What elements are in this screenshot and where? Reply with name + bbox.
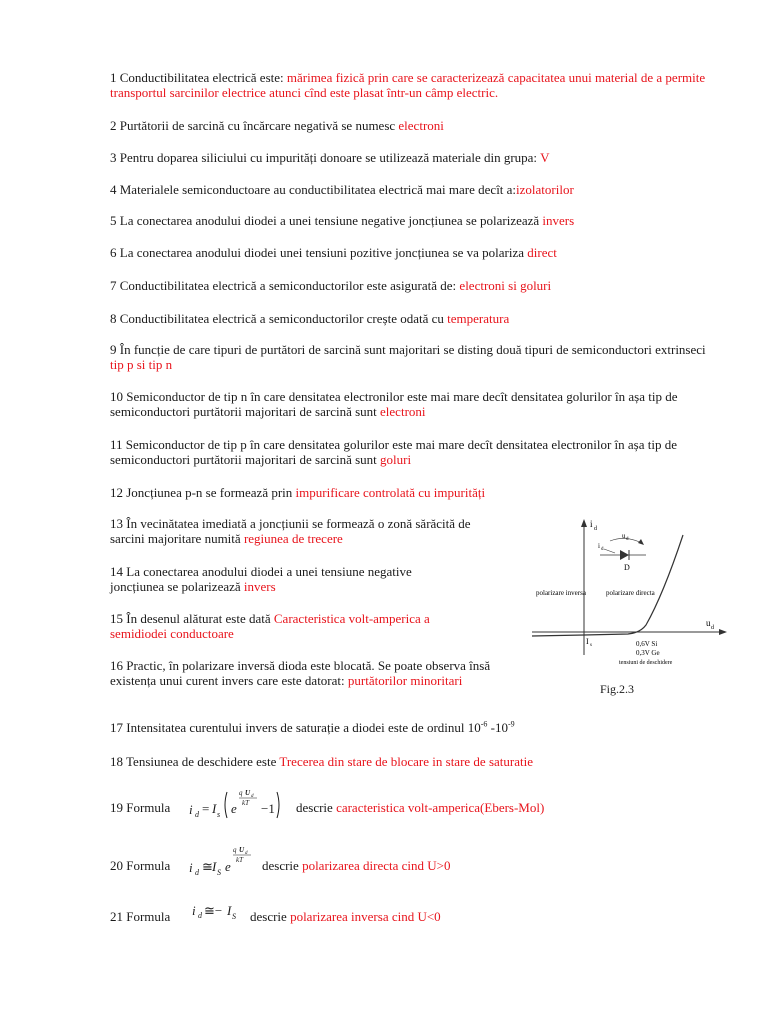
answer-text: goluri [380, 452, 412, 467]
svg-text:kT: kT [242, 799, 249, 807]
question-number: 15 [110, 611, 123, 626]
question-number: 21 [110, 909, 123, 924]
svg-text:I: I [212, 801, 217, 816]
question-8 [110, 311, 720, 326]
svg-text:d: d [195, 868, 199, 877]
question-text: În desenul alăturat este dată [126, 611, 274, 626]
reverse-bias-label: polarizare inversa [536, 589, 586, 597]
question-text: Conductibilitatea electrică a semiconductorilor este asigurată de: [119, 278, 460, 293]
svg-text:I: I [212, 859, 217, 874]
diode-voltage-sub: d [626, 537, 629, 542]
svg-text:=: = [202, 801, 210, 816]
saturation-current-sub: s [590, 643, 592, 648]
question-number: 3 [110, 150, 117, 165]
svg-text:q: q [233, 846, 237, 854]
answer-text: Caracteristica volt-amperica a semidiodei conductoare [110, 611, 430, 641]
question-number: 16 [110, 658, 123, 673]
question-number: 14 [110, 564, 123, 579]
formula-21-desc [250, 909, 441, 924]
question-3 [110, 150, 720, 165]
question-number: 2 [110, 118, 117, 133]
question-number: 4 [110, 182, 117, 197]
answer-text: electroni [398, 118, 444, 133]
question-number: 19 [110, 800, 123, 815]
svg-text:S: S [217, 868, 221, 877]
answer-text: purtătorilor minoritari [347, 673, 463, 688]
question-text: La conectarea anodului diodei a unei tensiune negative joncțiunea se polarizează [119, 213, 543, 228]
answer-text: polarizarea inversa cind U<0 [290, 909, 441, 924]
formula-20-label [110, 858, 170, 873]
x-axis-arrow [719, 629, 727, 635]
y-axis-label: i [590, 519, 593, 529]
question-text: Formula [126, 858, 171, 873]
question-number: 1 [110, 70, 117, 85]
question-4 [110, 182, 720, 197]
answer-text: impurificare controlată cu impurități [295, 485, 486, 500]
question-2 [110, 118, 720, 133]
question-text: Joncțiunea p-n se formează prin [126, 485, 296, 500]
formula-19-label [110, 800, 170, 815]
question-9 [110, 342, 720, 372]
svg-text:S: S [232, 912, 236, 921]
answer-text: direct [527, 245, 557, 260]
question-7 [110, 278, 720, 293]
svg-text:U: U [245, 789, 251, 797]
answer-text: invers [243, 579, 276, 594]
diode-current-sub: d [601, 547, 604, 552]
svg-text:d: d [251, 794, 254, 799]
x-axis-label: u [706, 618, 711, 628]
answer-text: V [540, 150, 550, 165]
svg-text:q: q [239, 789, 243, 797]
formula-20-equation [185, 840, 265, 880]
answer-text: electroni [380, 404, 426, 419]
question-text: Semiconductor de tip p în care densitatea golurilor este mai mare decît densitatea electronilor în așa tip de semiconductori purtătorii majoritari de sarcină sunt [110, 437, 677, 467]
svg-text:U: U [239, 846, 245, 854]
question-16 [110, 658, 505, 688]
svg-text:d: d [195, 810, 199, 819]
question-number: 18 [110, 754, 123, 769]
question-text: În vecinătatea imediată a joncțiunii se formează o zonă sărăcită de sarcini majoritare numită [110, 516, 471, 546]
question-text: La conectarea anodului diodei a unei tensiune negative joncțiunea se polarizează [110, 564, 412, 594]
answer-text: tip p si tip n [110, 357, 173, 372]
question-text: descrie [262, 858, 303, 873]
question-number: 6 [110, 245, 117, 260]
question-text: Formula [126, 909, 171, 924]
y-axis-label-sub: d [594, 526, 597, 532]
question-14 [110, 564, 460, 594]
answer-text: mărimea fizică prin care se caracterizează capacitatea unui material de a permite transportul sarcinilor electrice atunci cînd este plasat într-un câmp electric. [110, 70, 706, 100]
question-number: 11 [110, 437, 123, 452]
answer-text: regiunea de trecere [243, 531, 343, 546]
exponent: -9 [508, 719, 515, 729]
saturation-current-label: I [586, 637, 589, 646]
si-threshold-label: 0,6V Si [636, 640, 658, 648]
svg-text:≅: ≅ [202, 859, 213, 874]
answer-text: Trecerea din stare de blocare in stare de saturatie [279, 754, 533, 769]
x-axis-label-sub: d [711, 625, 714, 631]
question-text: În funcție de care tipuri de purtători de sarcină sunt majoritari se disting două tipuri de semiconductori extrinseci [119, 342, 706, 357]
question-13 [110, 516, 500, 546]
question-text: Practic, în polarizare inversă dioda este blocată. Se poate observa însă existența unui curent invers care este datorat: [110, 658, 491, 688]
answer-text: caracteristica volt-amperica(Ebers-Mol) [336, 800, 545, 815]
svg-text:s: s [217, 810, 221, 819]
answer-text: electroni si goluri [459, 278, 552, 293]
formula-19-equation [185, 780, 295, 825]
svg-text:I: I [227, 903, 232, 918]
question-6 [110, 245, 720, 260]
answer-text: polarizarea directa cind U>0 [302, 858, 451, 873]
figure-caption: Fig.2.3 [600, 682, 635, 696]
question-text: descrie [296, 800, 337, 815]
question-1 [110, 70, 720, 100]
formula-21-equation [190, 900, 250, 925]
question-number: 8 [110, 311, 117, 326]
question-12 [110, 485, 720, 500]
question-15 [110, 611, 480, 641]
question-text: La conectarea anodului diodei unei tensiuni pozitive joncțiunea se va polariza [119, 245, 528, 260]
question-text: Tensiunea de deschidere este [126, 754, 280, 769]
diode-voltage-label: u [622, 532, 626, 540]
question-text: -10 [487, 720, 509, 735]
question-10 [110, 389, 720, 419]
svg-text:e: e [231, 801, 237, 816]
svg-text:kT: kT [236, 856, 243, 864]
question-5 [110, 213, 720, 228]
svg-text:i: i [192, 903, 196, 918]
question-number: 7 [110, 278, 117, 293]
answer-text: izolatorilor [516, 182, 574, 197]
threshold-label: tensiuni de deschidere [619, 660, 673, 666]
question-number: 9 [110, 342, 117, 357]
question-text: Conductibilitatea electrică este: [119, 70, 287, 85]
question-number: 20 [110, 858, 123, 873]
svg-text:≅−: ≅− [204, 903, 223, 918]
question-text: Intensitatea curentului invers de saturație a diodei este de ordinul 10 [126, 720, 481, 735]
question-11 [110, 437, 720, 467]
question-number: 12 [110, 485, 123, 500]
svg-text:e: e [225, 859, 231, 874]
svg-text:−1: −1 [261, 801, 275, 816]
exponent: -6 [480, 719, 488, 729]
question-18 [110, 754, 720, 769]
svg-text:d: d [245, 851, 248, 856]
question-17 [110, 720, 720, 735]
ge-threshold-label: 0,3V Ge [636, 649, 660, 657]
question-number: 5 [110, 213, 117, 228]
question-text: descrie [250, 909, 291, 924]
diode-characteristic-figure [528, 515, 728, 700]
svg-text:i: i [189, 802, 193, 817]
svg-text:d: d [198, 911, 202, 920]
diode-symbol [600, 538, 646, 560]
question-text: Purtătorii de sarcină cu încărcare negativă se numesc [119, 118, 399, 133]
formula-19-desc [296, 800, 544, 815]
answer-text: temperatura [447, 311, 510, 326]
question-text: Conductibilitatea electrică a semiconductorilor crește odată cu [119, 311, 448, 326]
question-number: 10 [110, 389, 123, 404]
answer-text: invers [542, 213, 575, 228]
question-text: Materialele semiconductoare au conductibilitatea electrică mai mare decît a: [119, 182, 517, 197]
diode-current-label: i [598, 542, 600, 550]
y-axis-arrow [581, 519, 587, 527]
question-number: 13 [110, 516, 123, 531]
formula-20-desc [262, 858, 451, 873]
svg-text:i: i [189, 860, 193, 875]
formula-21-label [110, 909, 170, 924]
diode-label: D [624, 563, 630, 572]
question-text: Semiconductor de tip n în care densitatea electronilor este mai mare decît densitatea golurilor în așa tip de semiconductori purtătorii majoritari de sarcină sunt [110, 389, 678, 419]
forward-bias-label: polarizare directa [606, 589, 655, 597]
question-text: Pentru doparea siliciului cu impurități donoare se utilizează materiale din grupa: [119, 150, 541, 165]
question-text: Formula [126, 800, 171, 815]
question-number: 17 [110, 720, 123, 735]
